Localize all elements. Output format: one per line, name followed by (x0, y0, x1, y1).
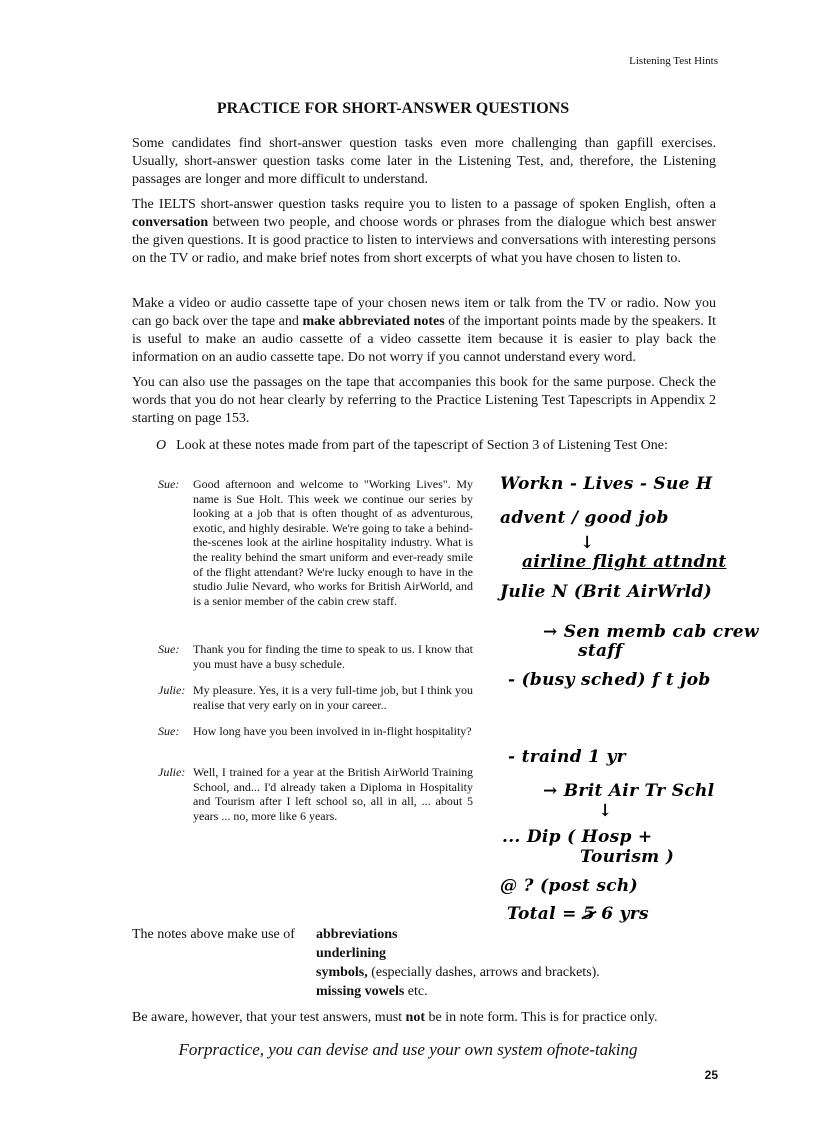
paragraph-1 (132, 135, 716, 189)
summary-list (316, 925, 600, 1001)
paragraph-3 (132, 295, 716, 367)
summary-item (316, 982, 600, 1001)
summary-intro: The notes above make use of (132, 927, 295, 942)
note-struck-value: 5 (582, 904, 595, 924)
note-line: → Brit Air Tr Schl (543, 781, 715, 801)
page-title (0, 100, 816, 118)
page-title-text: PRACTICE FOR SHORT-ANSWER QUESTIONS (216, 100, 570, 117)
note-line: ... Dip ( Hosp + (502, 827, 653, 847)
speaker-label: Sue: (158, 642, 180, 656)
closing-remark: Forpractice, you can devise and use your own system ofnote-taking (178, 1040, 638, 1059)
note-line-underlined: airline flight attndnt (522, 552, 727, 572)
paragraph-2 (132, 196, 716, 268)
dialogue-line: Good afternoon and welcome to "Working Lives". My name is Sue Holt. This week we continue our series by looking at a job that is often thought of as adventurous, exotic, and highly desirable. We're going to take a behind-the-scenes look at the airline hospitality industry. What is the reality behind the smart uniform and ever-ready smile of the flight attendant? We're lucky enough to have in the studio Julie Nevard, who works for British AirWorld, and is a senior member of the cabin crew staff. (193, 477, 473, 608)
note-line-total (507, 904, 649, 924)
note-line: Julie N (Brit AirWrld) (500, 582, 712, 602)
summary-item-bold: symbols, (316, 965, 368, 980)
speaker-label: Julie: (158, 683, 186, 697)
note-total-value: 6 yrs (601, 904, 649, 924)
summary-item-bold: missing vowels (316, 984, 405, 999)
paragraph-4-text: You can also use the passages on the tape that accompanies this book for the same purpose. Check the words that you do not hear clearly by referring to the Practice Listening Test Tapescripts in Appendix 2 starting on page 153. (132, 375, 716, 426)
note-line: advent / good job (500, 508, 669, 528)
warning-note (132, 1008, 657, 1027)
speaker-label: Sue: (158, 477, 180, 491)
summary-item (316, 963, 600, 982)
paragraph-2-bold: conversation (132, 215, 209, 230)
note-line: staff (578, 641, 623, 661)
bullet-marker: O (156, 438, 167, 453)
arrow-down-icon: ↓ (580, 533, 595, 553)
warning-text-a: Be aware, however, that your test answers, must (132, 1010, 406, 1025)
note-line: Tourism ) (580, 847, 675, 867)
bullet-instruction (156, 438, 668, 454)
dialogue-line: How long have you been involved in in-flight hospitality? (193, 724, 472, 738)
summary-item-rest: (especially dashes, arrows and brackets). (367, 965, 600, 980)
dialogue-line: My pleasure. Yes, it is a very full-time job, but I think you realise that very early on in your career.. (193, 683, 473, 712)
warning-text-b: be in note form. This is for practice only. (424, 1010, 658, 1025)
paragraph-3-text-b: of the important points made by the speakers. It is useful to make an audio cassette of a video cassette item because it is easier to play back the information on an audio cassette tape. Do not worry if you cannot understand every word. (132, 314, 716, 365)
summary-item-bold: abbreviations (316, 927, 398, 942)
note-line: → Sen memb cab crew (543, 622, 759, 642)
bullet-text: Look at these notes made from part of the tapescript of Section 3 of Listening Test One: (176, 438, 668, 453)
paragraph-1-text: Some candidates find short-answer question tasks even more challenging than gapfill exercises. Usually, short-answer question tasks come later in the Listening Test, and, therefore, the Listening passages are longer and more difficult to understand. (132, 136, 716, 187)
summary-item-rest: etc. (404, 984, 428, 999)
running-header: Listening Test Hints (629, 55, 718, 67)
note-line: @ ? (post sch) (500, 876, 638, 896)
dialogue-line: Well, I trained for a year at the British AirWorld Training School, and... I'd already taken a Diploma in Hospitality and Tourism after I left school so, all in all, ... about 5 years ... no, more like 6 years. (193, 765, 473, 823)
page-number: 25 (704, 1068, 718, 1082)
speaker-label: Sue: (158, 724, 180, 738)
note-line: - (busy sched) f t job (508, 670, 711, 690)
paragraph-3-text-a: Make a video or audio cassette tape of your chosen news item or talk from the TV or radio. Now you can go back over the tape and (132, 296, 716, 329)
paragraph-2-text-b: between two people, and choose words or phrases from the dialogue which best answer the given questions. It is good practice to listen to interviews and conversations with interesting persons on the TV or radio, and make brief notes from short excerpts of what you have chosen to listen to. (132, 215, 716, 266)
summary-item (316, 944, 600, 963)
warning-bold: not (405, 1010, 425, 1025)
summary-item (316, 925, 600, 944)
note-line: Workn - Lives - Sue H (500, 474, 713, 494)
paragraph-4 (132, 374, 716, 428)
speaker-label: Julie: (158, 765, 186, 779)
note-line: - traind 1 yr (508, 747, 626, 767)
dialogue-line: Thank you for finding the time to speak to us. I know that you must have a busy schedule. (193, 642, 473, 671)
summary-item-bold: underlining (316, 946, 387, 961)
arrow-down-icon: ↓ (598, 801, 613, 821)
paragraph-3-bold: make abbreviated notes (302, 314, 445, 329)
paragraph-2-text-a: The IELTS short-answer question tasks require you to listen to a passage of spoken English, often a (132, 197, 716, 212)
note-total-label: Total = (507, 904, 577, 924)
